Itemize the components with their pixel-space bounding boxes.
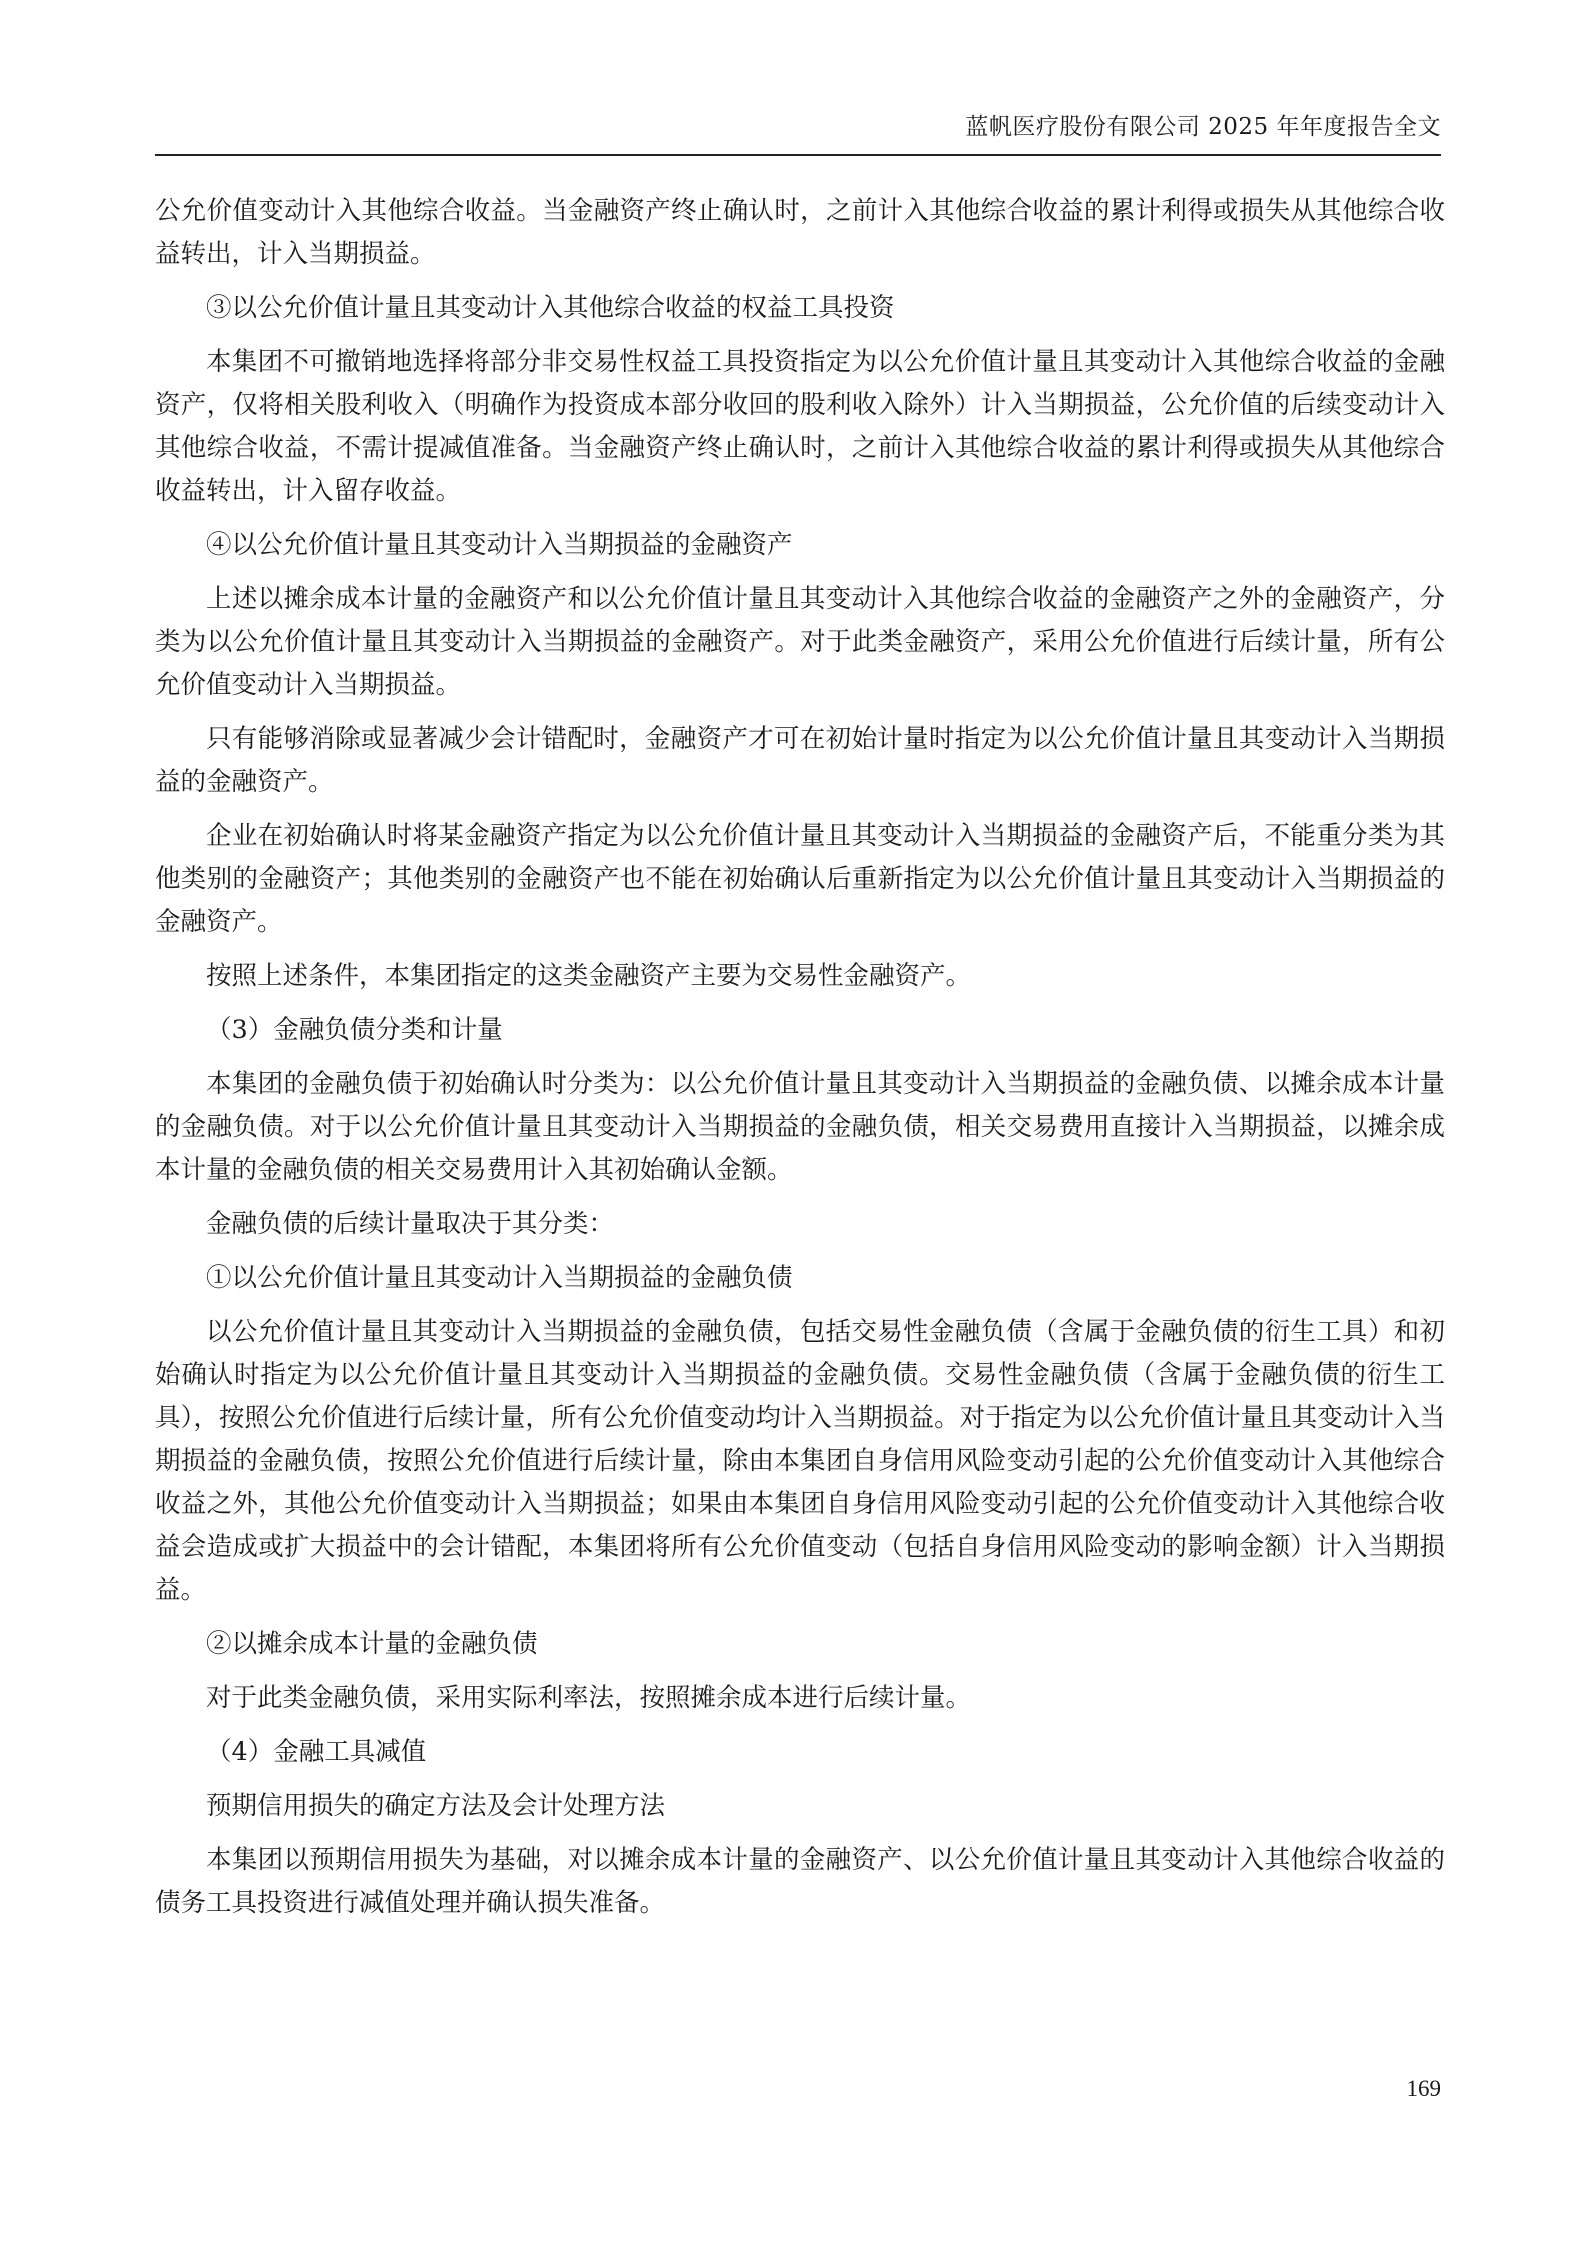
- paragraph: 本集团以预期信用损失为基础，对以摊余成本计量的金融资产、以公允价值计量且其变动计入其他综合收益的债务工具投资进行减值处理并确认损失准备。: [155, 1845, 1445, 1918]
- paragraph: 金融负债的后续计量取决于其分类：: [206, 1209, 615, 1239]
- document-body: [155, 190, 1445, 1936]
- paragraph: 只有能够消除或显著减少会计错配时，金融资产才可在初始计量时指定为以公允价值计量且其变动计入当期损益的金融资产。: [155, 724, 1445, 797]
- paragraph: 按照上述条件，本集团指定的这类金融资产主要为交易性金融资产。: [206, 961, 972, 991]
- paragraph: 以公允价值计量且其变动计入当期损益的金融负债，包括交易性金融负债（含属于金融负债的衍生工具）和初始确认时指定为以公允价值计量且其变动计入当期损益的金融负债。交易性金融负债（含属于金融负债的衍生工具），按照公允价值进行后续计量，所有公允价值变动均计入当期损益。对于指定为以公允价值计量且其变动计入当期损益的金融负债，按照公允价值进行后续计量，除由本集团自身信用风险变动引起的公允价值变动计入其他综合收益之外，其他公允价值变动计入当期损益；如果由本集团自身信用风险变动引起的公允价值变动计入其他综合收益会造成或扩大损益中的会计错配，本集团将所有公允价值变动（包括自身信用风险变动的影响金额）计入当期损益。: [155, 1317, 1445, 1605]
- subheading: ①以公允价值计量且其变动计入当期损益的金融负债: [206, 1263, 793, 1293]
- section-heading: （4）金融工具减值: [206, 1737, 427, 1767]
- subheading: 预期信用损失的确定方法及会计处理方法: [206, 1791, 666, 1821]
- paragraph: 企业在初始确认时将某金融资产指定为以公允价值计量且其变动计入当期损益的金融资产后，不能重分类为其他类别的金融资产；其他类别的金融资产也不能在初始确认后重新指定为以公允价值计量且其变动计入当期损益的金融资产。: [155, 821, 1445, 937]
- paragraph: 公允价值变动计入其他综合收益。当金融资产终止确认时，之前计入其他综合收益的累计利得或损失从其他综合收益转出，计入当期损益。: [155, 196, 1445, 269]
- report-title: 蓝帆医疗股份有限公司 2025 年年度报告全文: [965, 114, 1441, 140]
- paragraph: 对于此类金融负债，采用实际利率法，按照摊余成本进行后续计量。: [206, 1683, 972, 1713]
- subheading: ④以公允价值计量且其变动计入当期损益的金融资产: [206, 530, 793, 560]
- paragraph: 本集团的金融负债于初始确认时分类为：以公允价值计量且其变动计入当期损益的金融负债、以摊余成本计量的金融负债。对于以公允价值计量且其变动计入当期损益的金融负债，相关交易费用直接计入当期损益，以摊余成本计量的金融负债的相关交易费用计入其初始确认金额。: [155, 1069, 1445, 1185]
- subheading: ②以摊余成本计量的金融负债: [206, 1629, 538, 1659]
- page-header: [155, 112, 1441, 156]
- paragraph: 本集团不可撤销地选择将部分非交易性权益工具投资指定为以公允价值计量且其变动计入其他综合收益的金融资产，仅将相关股利收入（明确作为投资成本部分收回的股利收入除外）计入当期损益，公允价值的后续变动计入其他综合收益，不需计提减值准备。当金融资产终止确认时，之前计入其他综合收益的累计利得或损失从其他综合收益转出，计入留存收益。: [155, 347, 1445, 506]
- paragraph: 上述以摊余成本计量的金融资产和以公允价值计量且其变动计入其他综合收益的金融资产之外的金融资产，分类为以公允价值计量且其变动计入当期损益的金融资产。对于此类金融资产，采用公允价值进行后续计量，所有公允价值变动计入当期损益。: [155, 584, 1445, 700]
- page-number: 169: [1406, 2076, 1441, 2101]
- subheading: ③以公允价值计量且其变动计入其他综合收益的权益工具投资: [206, 293, 895, 323]
- section-heading: （3）金融负债分类和计量: [206, 1015, 503, 1045]
